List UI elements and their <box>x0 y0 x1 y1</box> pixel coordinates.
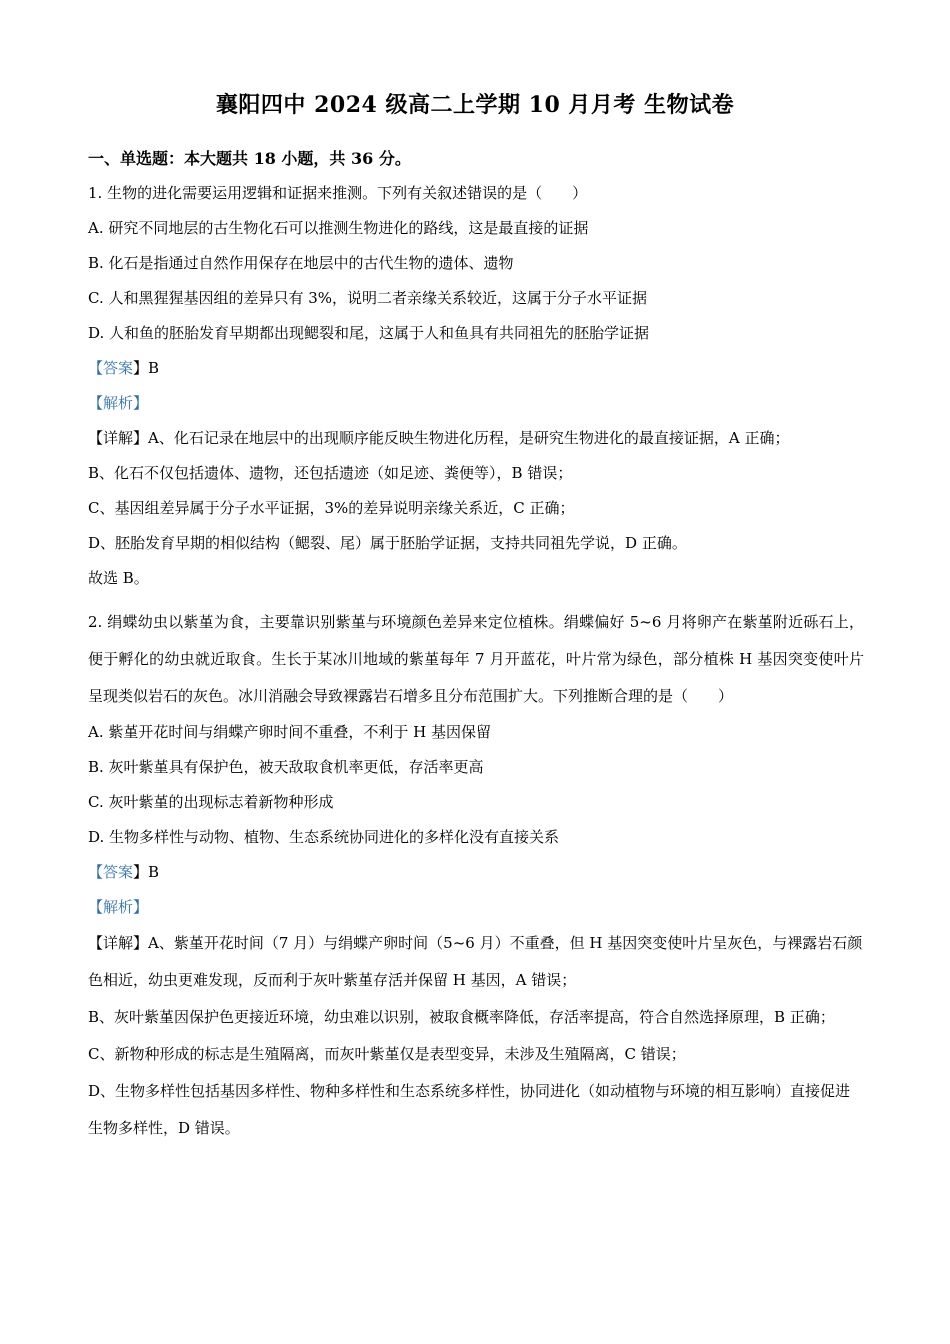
question-2-detail-b: B、灰叶紫堇因保护色更接近环境，幼虫难以识别，被取食概率降低，存活率提高，符合自然选择原理，B 正确； <box>88 1008 835 1026</box>
answer-label: 答案 <box>103 359 134 377</box>
question-1 <box>88 176 864 596</box>
answer-value: B <box>148 863 160 881</box>
question-2 <box>88 604 864 1147</box>
answer-value: B <box>148 359 160 377</box>
question-1-stem: 1. 生物的进化需要运用逻辑和证据来推测。下列有关叙述错误的是（ ） <box>88 184 588 202</box>
answer-open-bracket: 【 <box>88 863 104 881</box>
question-2-analysis-label: 【解析】 <box>88 898 149 916</box>
page-title: 襄阳四中 2024 级高二上学期 10 月月考 生物试卷 <box>215 92 735 118</box>
question-2-option-d: D. 生物多样性与动物、植物、生态系统协同进化的多样化没有直接关系 <box>88 828 560 846</box>
question-1-analysis-label: 【解析】 <box>88 394 149 412</box>
detail-label: 【详解】 <box>88 934 149 952</box>
question-2-detail-a <box>88 925 864 999</box>
question-2-answer <box>88 855 864 890</box>
question-2-option-a: A. 紫堇开花时间与绢蝶产卵时间不重叠，不利于 H 基因保留 <box>88 723 491 741</box>
answer-label: 答案 <box>103 863 134 881</box>
question-1-option-a: A. 研究不同地层的古生物化石可以推测生物进化的路线，这是最直接的证据 <box>88 219 589 237</box>
answer-open-bracket: 【 <box>88 359 104 377</box>
question-1-detail-c: C、基因组差异属于分子水平证据，3%的差异说明亲缘关系近，C 正确； <box>88 499 575 517</box>
section-heading: 一、单选题：本大题共 18 小题，共 36 分。 <box>88 149 411 168</box>
question-2-option-b: B. 灰叶紫堇具有保护色，被天敌取食机率更低，存活率更高 <box>88 758 484 776</box>
detail-label: 【详解】 <box>88 429 149 447</box>
question-1-detail-d: D、胚胎发育早期的相似结构（鳃裂、尾）属于胚胎学证据，支持共同祖先学说，D 正确。 <box>88 534 687 552</box>
question-2-option-c: C. 灰叶紫堇的出现标志着新物种形成 <box>88 793 334 811</box>
question-1-option-b: B. 化石是指通过自然作用保存在地层中的古代生物的遗体、遗物 <box>88 254 514 272</box>
question-1-option-d: D. 人和鱼的胚胎发育早期都出现鳃裂和尾，这属于人和鱼具有共同祖先的胚胎学证据 <box>88 324 650 342</box>
question-2-detail-c: C、新物种形成的标志是生殖隔离，而灰叶紫堇仅是表型变异，未涉及生殖隔离，C 错误； <box>88 1045 686 1063</box>
question-1-conclusion: 故选 B。 <box>88 569 149 587</box>
question-1-detail-a <box>88 421 864 456</box>
answer-close-bracket: 】 <box>133 863 149 881</box>
detail-text: A、紫堇开花时间（7 月）与绢蝶产卵时间（5~6 月）不重叠，但 H 基因突变使叶片呈灰色，与裸露岩石颜色相近，幼虫更难发现，反而利于灰叶紫堇存活并保留 H 基因，A 错误； <box>88 934 863 989</box>
detail-text: A、化石记录在地层中的出现顺序能反映生物进化历程，是研究生物进化的最直接证据，A 正确； <box>148 429 790 447</box>
question-2-stem: 2. 绢蝶幼虫以紫堇为食，主要靠识别紫堇与环境颜色差异来定位植株。绢蝶偏好 5~6 月将卵产在紫堇附近砾石上，便于孵化的幼虫就近取食。生长于某冰川地域的紫堇每年 7 月开蓝花，叶片常为绿色，部分植株 H 基因突变使叶片呈现类似岩石的灰色。冰川消融会导致裸露岩石增多且分布范围扩大。下列推断合理的是（ ） <box>88 613 864 705</box>
question-1-option-c: C. 人和黑猩猩基因组的差异只有 3%，说明二者亲缘关系较近，这属于分子水平证据 <box>88 289 648 307</box>
question-2-detail-d: D、生物多样性包括基因多样性、物种多样性和生态系统多样性，协同进化（如动植物与环境的相互影响）直接促进生物多样性，D 错误。 <box>88 1082 851 1137</box>
question-1-answer <box>88 351 864 386</box>
answer-close-bracket: 】 <box>133 359 149 377</box>
question-1-detail-b: B、化石不仅包括遗体、遗物，还包括遗迹（如足迹、粪便等），B 错误； <box>88 464 573 482</box>
